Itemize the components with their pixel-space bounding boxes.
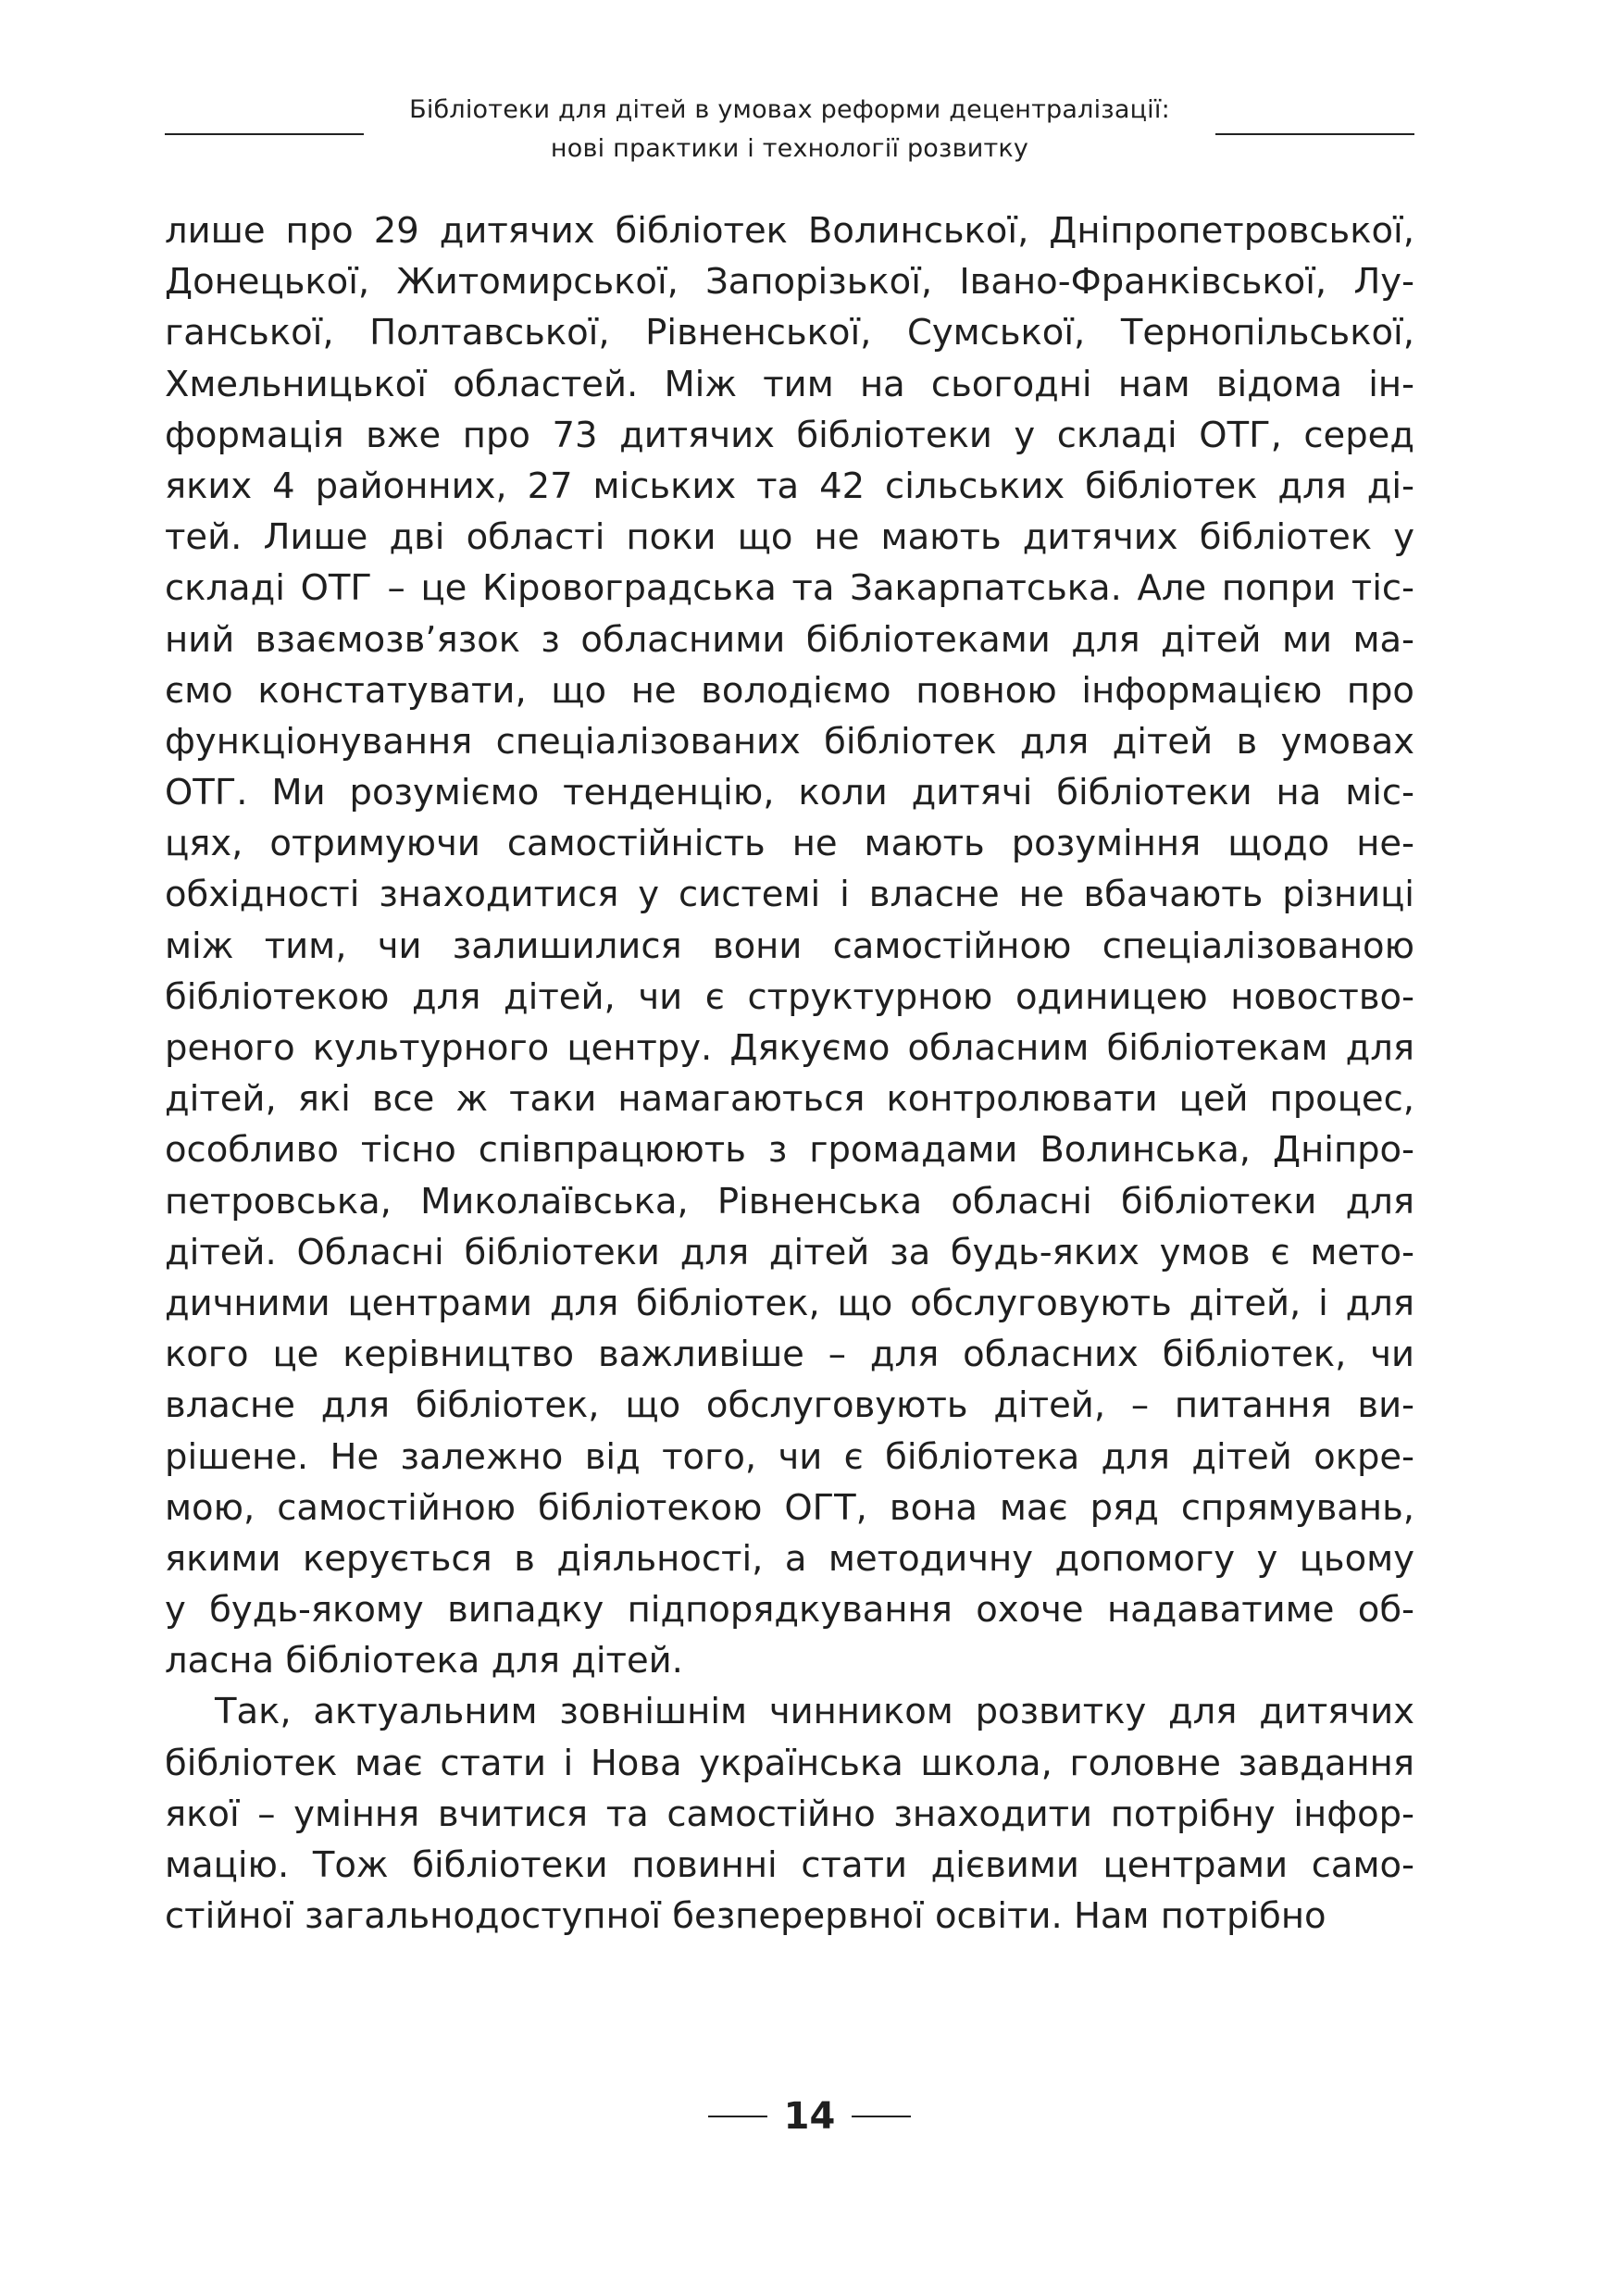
text-line: мацію. Тож бібліотеки повинні стати дієвими центрами само- [165,1844,1414,1886]
text-line: бібліотек має стати і Нова українська школа, головне завдання [165,1742,1414,1784]
text-line: дичними центрами для бібліотек, що обслуговують дітей, і для [165,1282,1414,1324]
text-line: ємо констатувати, що не володіємо повною інформацією про [165,669,1414,712]
text-line: особливо тісно співпрацюють з громадами Волинська, Дніпро- [165,1129,1414,1172]
text-line: реного культурного центру. Дякуємо обласним бібліотекам для [165,1027,1414,1069]
text-line: Хмельницької областей. Між тим на сьогодні нам відома ін- [165,363,1414,405]
text-line: рішене. Не залежно від того, чи є бібліотека для дітей окре- [165,1435,1414,1478]
header-title-line-1: Бібліотеки для дітей в умовах реформи децентралізації: [409,95,1170,124]
text-line: лише про 29 дитячих бібліотек Волинської, Дніпропетровської, [165,210,1414,252]
text-line: між тим, чи залишилися вони самостійною спеціалізованою [165,925,1414,967]
paragraph-2 [165,1686,1414,1942]
header-title [364,91,1215,168]
text-line: яких 4 районних, 27 міських та 42 сільських бібліотек для ді- [165,465,1414,507]
body-text [165,205,1414,1942]
text-line: ОТГ. Ми розуміємо тенденцію, коли дитячі бібліотеки на міс- [165,772,1414,814]
text-line: тей. Лише дві області поки що не мають дитячих бібліотек у [165,516,1414,559]
text-line: дітей, які все ж таки намагаються контролювати цей процес, [165,1078,1414,1121]
text-line: дітей. Обласні бібліотеки для дітей за будь-яких умов є мето- [165,1231,1414,1273]
header-rule-left [165,133,364,135]
page-number-rule-left [708,2116,767,2117]
text-line: формація вже про 73 дитячих бібліотеки у складі ОТГ, серед [165,414,1414,456]
text-line: ласна бібліотека для дітей. [165,1640,683,1682]
text-line: у будь-якому випадку підпорядкування охоче надаватиме об- [165,1589,1414,1632]
text-line: функціонування спеціалізованих бібліотек для дітей в умовах [165,720,1414,763]
page-number [0,2089,1619,2144]
header-title-line-2: нові практики і технології розвитку [550,134,1029,163]
text-line: петровська, Миколаївська, Рівненська обласні бібліотеки для [165,1180,1414,1222]
text-line: ний взаємозв’язок з обласними бібліотеками для дітей ми ма- [165,618,1414,661]
text-line: бібліотекою для дітей, чи є структурною одиницею новоство- [165,975,1414,1018]
header-rule-right [1215,133,1414,135]
text-line: Так, актуальним зовнішнім чинником розвитку для дитячих [215,1691,1414,1733]
text-line: обхідності знаходитися у системі і власне не вбачають різниці [165,874,1414,916]
text-line: ганської, Полтавської, Рівненської, Сумської, Тернопільської, [165,312,1414,354]
running-header [165,91,1414,174]
paragraph-1 [165,205,1414,1686]
text-line: якими керується в діяльності, а методичну допомогу у цьому [165,1537,1414,1580]
text-line: мою, самостійною бібліотекою ОГТ, вона має ряд спрямувань, [165,1486,1414,1529]
text-line: власне для бібліотек, що обслуговують дітей, – питання ви- [165,1384,1414,1427]
text-line: цях, отримуючи самостійність не мають розуміння щодо не- [165,823,1414,865]
text-line: Донецької, Житомирської, Запорізької, Івано-Франківської, Лу- [165,261,1414,304]
text-line: стійної загальнодоступної безперервної освіти. Нам потрібно [165,1895,1326,1938]
text-line: кого це керівництво важливіше – для обласних бібліотек, чи [165,1334,1414,1376]
page-number-rule-right [852,2116,911,2117]
text-line: складі ОТГ – це Кіровоградська та Закарпатська. Але попри тіс- [165,567,1414,610]
page-number-value: 14 [783,2095,836,2138]
text-line: якої – уміння вчитися та самостійно знаходити потрібну інфор- [165,1793,1414,1835]
